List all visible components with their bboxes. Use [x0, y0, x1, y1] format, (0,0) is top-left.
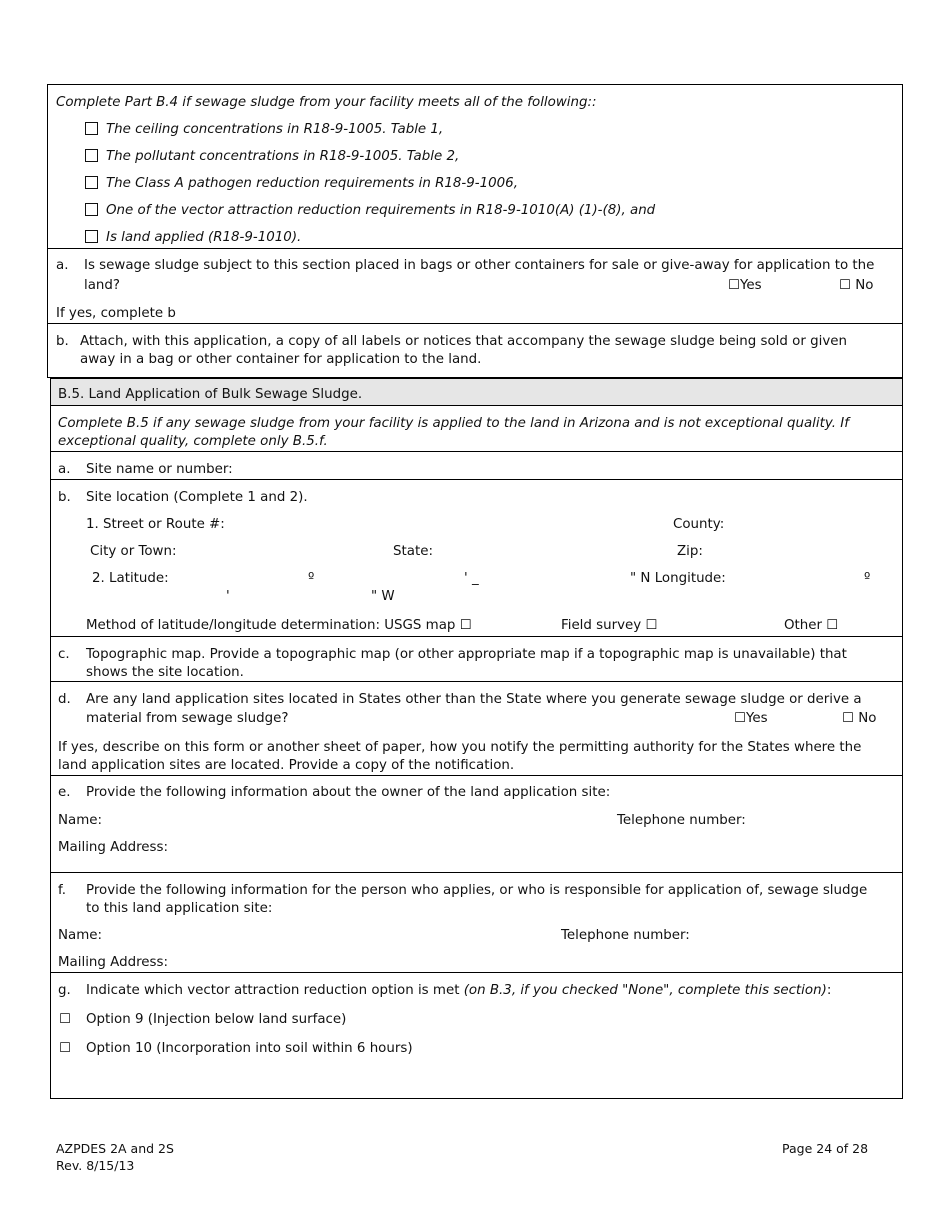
b4-checkbox-2[interactable] [85, 149, 98, 162]
applier-info-text: Provide the following information for the person who applies, or who is responsible for application of, sewage sludge [86, 883, 868, 898]
b5-b-label: b. [58, 490, 71, 505]
divider [50, 972, 903, 973]
method-field-survey-checkbox[interactable]: Field survey ☐ [561, 618, 658, 633]
longitude-minute-symbol: ' [226, 589, 230, 604]
vector-attraction-text-note: (on B.3, if you checked "None", complete this section) [463, 983, 827, 998]
b5-g-label: g. [58, 983, 71, 998]
b4-a-question-cont: land? [84, 278, 121, 293]
method-usgs-map-checkbox[interactable]: Method of latitude/longitude determination: USGS map ☐ [86, 618, 472, 633]
other-states-question-cont: material from sewage sludge? [86, 711, 289, 726]
divider [50, 872, 903, 873]
b4-a-question: Is sewage sludge subject to this section placed in bags or other containers for sale or give-away for application to the [84, 258, 875, 273]
owner-address-label: Mailing Address: [58, 840, 169, 855]
b5-f-label: f. [58, 883, 66, 898]
divider [50, 636, 903, 637]
latitude-minute-symbol: ' _ [464, 571, 479, 586]
applier-name-label: Name: [58, 928, 103, 943]
option-9-label: Option 9 (Injection below land surface) [86, 1012, 347, 1027]
b5-heading: B.5. Land Application of Bulk Sewage Sludge. [58, 387, 363, 402]
divider [47, 323, 903, 324]
method-other-checkbox[interactable]: Other ☐ [784, 618, 839, 633]
zip-label: Zip: [677, 544, 703, 559]
owner-info-text: Provide the following information about the owner of the land application site: [86, 785, 611, 800]
owner-name-label: Name: [58, 813, 103, 828]
latitude-n-longitude-label: " N Longitude: [630, 571, 726, 586]
b4-checkbox-1[interactable] [85, 122, 98, 135]
street-label: 1. Street or Route #: [86, 517, 225, 532]
other-states-question: Are any land application sites located in States other than the State where you generate sewage sludge or derive a [86, 692, 862, 707]
b4-a-yes-checkbox[interactable]: ☐Yes [728, 278, 762, 293]
divider [47, 248, 903, 249]
b4-checkbox-3[interactable] [85, 176, 98, 189]
owner-phone-label: Telephone number: [617, 813, 746, 828]
site-location-label: Site location (Complete 1 and 2). [86, 490, 308, 505]
footer-page-number: Page 24 of 28 [782, 1141, 869, 1156]
b5-e-label: e. [58, 785, 71, 800]
b4-checkbox-4[interactable] [85, 203, 98, 216]
b4-item-2: The pollutant concentrations in R18-9-1005. Table 2, [106, 149, 460, 164]
latitude-label: 2. Latitude: [92, 571, 169, 586]
b4-b-text: Attach, with this application, a copy of all labels or notices that accompany the sewage sludge being sold or given [80, 334, 847, 349]
divider [50, 775, 903, 776]
topographic-map-text-cont: shows the site location. [86, 665, 244, 680]
vector-attraction-text-main: Indicate which vector attraction reduction option is met [86, 983, 464, 998]
b5-d-no-checkbox[interactable]: ☐ No [842, 711, 877, 726]
b4-item-5: Is land applied (R18-9-1010). [106, 230, 302, 245]
footer-revision: Rev. 8/15/13 [56, 1158, 135, 1173]
vector-attraction-text [86, 982, 831, 1000]
footer-form-id: AZPDES 2A and 2S [56, 1141, 174, 1156]
topographic-map-text: Topographic map. Provide a topographic map (or other appropriate map if a topographic map is unavailable) that [86, 647, 847, 662]
city-label: City or Town: [90, 544, 177, 559]
option-9-checkbox[interactable]: ☐ [59, 1012, 72, 1027]
b4-item-3: The Class A pathogen reduction requirements in R18-9-1006, [106, 176, 518, 191]
state-label: State: [393, 544, 433, 559]
b4-checkbox-5[interactable] [85, 230, 98, 243]
b4-intro: Complete Part B.4 if sewage sludge from your facility meets all of the following:: [56, 95, 597, 110]
b5-intro: Complete B.5 if any sewage sludge from your facility is applied to the land in Arizona and is not exceptional quality. If [58, 416, 849, 431]
b4-a-no-checkbox[interactable]: ☐ No [839, 278, 874, 293]
vector-attraction-text-colon: : [826, 983, 832, 998]
applier-address-label: Mailing Address: [58, 955, 169, 970]
b4-item-4: One of the vector attraction reduction requirements in R18-9-1010(A) (1)-(8), and [106, 203, 656, 218]
site-name-label: Site name or number: [86, 462, 233, 477]
divider [50, 479, 903, 480]
other-states-if-yes: If yes, describe on this form or another sheet of paper, how you notify the permitting authority for the States where the [58, 740, 862, 755]
longitude-degree-symbol: º [864, 571, 871, 586]
b4-if-yes: If yes, complete b [56, 306, 176, 321]
b4-a-label: a. [56, 258, 69, 273]
b5-intro-cont: exceptional quality, complete only B.5.f. [58, 434, 328, 449]
divider [50, 451, 903, 452]
option-10-label: Option 10 (Incorporation into soil within 6 hours) [86, 1041, 413, 1056]
b5-a-label: a. [58, 462, 71, 477]
county-label: County: [673, 517, 725, 532]
other-states-if-yes-cont: land application sites are located. Provide a copy of the notification. [58, 758, 515, 773]
b4-item-1: The ceiling concentrations in R18-9-1005. Table 1, [106, 122, 444, 137]
b5-d-label: d. [58, 692, 71, 707]
b5-c-label: c. [58, 647, 70, 662]
latitude-degree-symbol: º [308, 571, 315, 586]
longitude-w-symbol: " W [371, 589, 395, 604]
option-10-checkbox[interactable]: ☐ [59, 1041, 72, 1056]
b4-b-label: b. [56, 334, 69, 349]
divider [50, 681, 903, 682]
applier-info-text-cont: to this land application site: [86, 901, 273, 916]
b5-d-yes-checkbox[interactable]: ☐Yes [734, 711, 768, 726]
b4-b-text-cont: away in a bag or other container for application to the land. [80, 352, 482, 367]
applier-phone-label: Telephone number: [561, 928, 690, 943]
